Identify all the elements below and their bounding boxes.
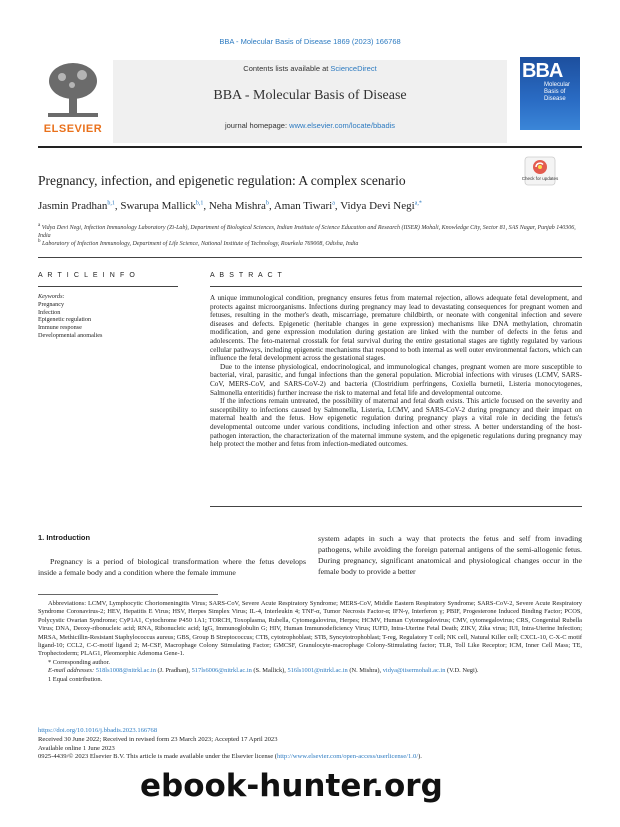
contents-line bbox=[113, 64, 507, 73]
keyword: Developmental anomalies bbox=[38, 331, 103, 339]
homepage-link[interactable]: www.elsevier.com/locate/bbadis bbox=[289, 121, 396, 130]
author-name[interactable]: Neha Mishra bbox=[208, 200, 266, 212]
affiliation-sup: a bbox=[38, 223, 41, 228]
abstract-heading: A B S T R A C T bbox=[210, 272, 284, 279]
license-suffix: ). bbox=[418, 753, 422, 761]
email-link[interactable]: 516ls1001@nitrkl.ac.in bbox=[287, 667, 348, 675]
abstract-body bbox=[210, 294, 582, 449]
homepage-line bbox=[113, 121, 507, 130]
footnote-divider bbox=[38, 594, 218, 595]
received-dates: Received 30 June 2022; Received in revised form 23 March 2023; Accepted 17 April 2023 bbox=[38, 735, 278, 743]
author-sup: a,* bbox=[414, 200, 422, 207]
email-link[interactable]: vidya@iisermohali.ac.in bbox=[382, 667, 446, 675]
section-heading-introduction: 1. Introduction bbox=[38, 533, 91, 542]
license-line bbox=[38, 753, 422, 762]
author-name[interactable]: Swarupa Mallick bbox=[120, 200, 196, 212]
author-name[interactable]: Aman Tiwari bbox=[273, 200, 333, 212]
intro-left-column: Pregnancy is a period of biological transformation where the fetus develops inside a female body and a condition where the female immune bbox=[38, 557, 306, 577]
email-addresses bbox=[38, 667, 582, 675]
affiliation-text: Vidya Devi Negi, Infection Immunology Laboratory (Zi-Lab), Department of Biological Sciences, Indian Institute of Science Education and Research (IISER) Mohali, Knowledge City, Sector 81, SAS Nagar, Punjab 140306, India bbox=[38, 225, 576, 239]
journal-citation[interactable]: BBA - Molecular Basis of Disease 1869 (2023) 166768 bbox=[219, 37, 401, 46]
affiliation-text: Laboratory of Infection Immunology, Department of Life Science, National Institute of Technology, Rourkela 769008, Odisha, India bbox=[42, 241, 359, 247]
footnotes bbox=[38, 600, 582, 684]
keyword: Pregnancy bbox=[38, 300, 65, 308]
homepage-prefix: journal homepage: bbox=[224, 121, 290, 130]
keyword: Infection bbox=[38, 308, 61, 316]
watermark-text: ebook-hunter.org bbox=[140, 768, 443, 804]
abstract-paragraph: If the infections remain untreated, the possibility of maternal and fetal death exists. This article focused on the severity and susceptibility to infections caused by Salmonella, Listeria, LCMV, and SARS-CoV-2 during pregnancy and their impact on maternal health and the fetus. How epigenetic regulation during pregnancy plays a vital role in deciding the fetus's developmental outcome under various conditions, including infection and other stress. A better understanding of the host-pathogen interaction, the characterization of the maternal immune system, and the epigenetic regulations during pregnancy may help protect the mother and fetus from infection-mediated outcomes. bbox=[210, 397, 582, 449]
doi-link[interactable]: https://doi.org/10.1016/j.bbadis.2023.166768 bbox=[38, 727, 158, 734]
author-name[interactable]: Vidya Devi Negi bbox=[340, 200, 415, 212]
email-owner: (J. Pradhan), bbox=[157, 667, 190, 675]
journal-title: BBA - Molecular Basis of Disease bbox=[213, 88, 407, 103]
affiliation-sup: b bbox=[38, 239, 41, 244]
email-owner: (V.D. Negi). bbox=[447, 667, 479, 675]
keyword: Epigenetic regulation bbox=[38, 316, 92, 324]
sciencedirect-link[interactable]: ScienceDirect bbox=[330, 64, 377, 73]
email-link[interactable]: 518ls1008@nitrkl.ac.in bbox=[95, 667, 156, 675]
abstract-paragraph: A unique immunological condition, pregnancy ensures fetus from maternal rejection, allows adequate fetal development, and protects against microorganisms. Infections during pregnancy may lead to devastating consequences for pregnant women and fetuses, resulting in the mother's death, miscarriage, premature childbirth, or neonate with congenital infection and severe diseases and defects. Epigenetic (heritable changes in gene expression) mechanisms like DNA methylation, chromatin modification, and gene expression modulation during gestation are linked with the number of defects in the fetus and adolescents. The feto-maternal crosstalk for fetal survival during the entire gestational stages are tightly regulated by various cellular pathways, including epigenetic mechanisms that respond to both internal as well outer environmental factors, which can influence the fetal development across the gestational stages. bbox=[210, 294, 582, 363]
abbreviations: Abbreviations: LCMV, Lymphocytic Choriomeningitis Virus; SARS-CoV, Severe Acute Respiratory Syndrome; MERS-CoV, Middle Eastern Respiratory Syndrome; SARS-CoV-2, Severe Acute Respiratory Syndrome Coronavirus-2; HEV, Hepatitis E Virus; HSV, Herpes Simplex Virus; IL-4, Interleukin 4; TNF-α, Tumor Necrosis Factor-α; IFN-γ, Interferon γ; PBIF, Progesterone Induced Binding Factor; PCOS, Polycystic Ovarian Syndrome; CyP1A1, Cytochrome P450 1A1; TORCH, Toxoplasma, Rubella, Cytomegalovirus, Herpes; HCMV, Human Cytomegalovirus; CMV, cytomegalovirus; CRS, Congenital Rubella Virus; DNA, Deoxy-ribonucleic acid; RNA, Ribonucleic acid; IgG, Immunoglobulin G; HIV, Human Immunodeficiency Virus; IUFD, Intra-Uterine Fetal Death; ZIKV, Zika virus; IUI, Intra-Uterine Infection; MRSA, Methicillin-Resistant Staphylococcus aureus; GBS, Group B Streptococcus; CTB, cytotrophoblast; STB, Syncytotrophoblast; T-reg, Regulatory T cell; NK cell, Natural Killer cell; CXCL-10, C-X-C motif ligand-10; CCL2, C-C-motif ligand 2; M-CSF, Macrophage Colony Stimulating Factor; GMCSF, Granulocyte-macrophage Colony-Stimulating factor; TLR, Toll Like Receptor; ICM, Inner Cell Mass; TE, Trophectoderm; PLAG1, Pleomorphic Adenoma Gene-1. bbox=[38, 600, 582, 658]
author-name[interactable]: Jasmin Pradhan bbox=[38, 200, 108, 212]
author-list: Jasmin Pradhan$^{b,1}$, Swarupa Mallick$^{b,1}$, Neha Mishra$^b$, Aman Tiwari$^a$, Vidya Devi Negi$^{a,*}$ bbox=[38, 200, 422, 212]
header-divider bbox=[38, 146, 582, 148]
author-sup: b,1 bbox=[195, 200, 204, 207]
email-owner: (N. Mishra), bbox=[349, 667, 382, 675]
license-link[interactable]: http://www.elsevier.com/open-access/userlicense/1.0/ bbox=[276, 753, 419, 761]
contents-prefix: Contents lists available at bbox=[243, 64, 331, 73]
email-link[interactable]: 517ls6006@nitrkl.ac.in bbox=[191, 667, 252, 675]
article-title: Pregnancy, infection, and epigenetic regulation: A complex scenario bbox=[38, 173, 406, 188]
publication-info bbox=[38, 727, 422, 762]
corresponding-author: * Corresponding author. bbox=[48, 658, 110, 666]
article-info-divider bbox=[38, 286, 178, 287]
abstract-paragraph: Due to the intense physiological, endocrinological, and immunological changes, pregnant women are more susceptible to bacterial, viral, parasitic, and fungal infections than the general population. Microbial infections with viruses (LCMV, SARS-CoV, MERS-CoV, and SARS-CoV-2) and bacteria (Clostridium perfringens, Coxiella burnetii, Listeria monocytogenes, Salmonella enteritidis) further increase the risk to maternal and fetal life and developmental outcome. bbox=[210, 362, 582, 397]
check-for-updates-icon[interactable] bbox=[524, 156, 556, 186]
intro-right-column: system adapts in such a way that protects the fetus and self from invading pathogens, while avoiding the foreign paternal antigens of the semi-allogenic fetus. During pregnancy, significant anatomical and physiological changes occur in the female body to provide a better bbox=[318, 534, 582, 576]
abstract-divider bbox=[210, 286, 582, 287]
author-sup: a bbox=[332, 200, 335, 207]
keywords-block bbox=[38, 293, 178, 340]
abstract-end-divider bbox=[210, 506, 582, 507]
author-sup: b,1 bbox=[107, 200, 115, 207]
publisher-name: ELSEVIER bbox=[43, 123, 103, 135]
author-sup: b bbox=[265, 200, 269, 207]
cover-title: BBA bbox=[522, 60, 563, 82]
available-online: Available online 1 June 2023 bbox=[38, 744, 115, 752]
affiliation-divider bbox=[38, 257, 582, 258]
keywords-label: Keywords: bbox=[38, 293, 65, 300]
affiliation bbox=[38, 238, 578, 248]
equal-contribution: 1 Equal contribution. bbox=[48, 675, 103, 683]
email-owner: (S. Mallick), bbox=[253, 667, 286, 675]
keyword: Immune response bbox=[38, 324, 82, 332]
license-prefix: 0925-4439/© 2023 Elsevier B.V. This article is made available under the Elsevier license ( bbox=[38, 753, 277, 761]
check-for-updates-label[interactable]: Check for updates bbox=[521, 176, 559, 181]
email-label: E-mail addresses: bbox=[48, 667, 95, 675]
article-info-heading: A R T I C L E I N F O bbox=[38, 272, 137, 279]
cover-subtitle: Molecular Basis of Disease bbox=[544, 82, 571, 102]
